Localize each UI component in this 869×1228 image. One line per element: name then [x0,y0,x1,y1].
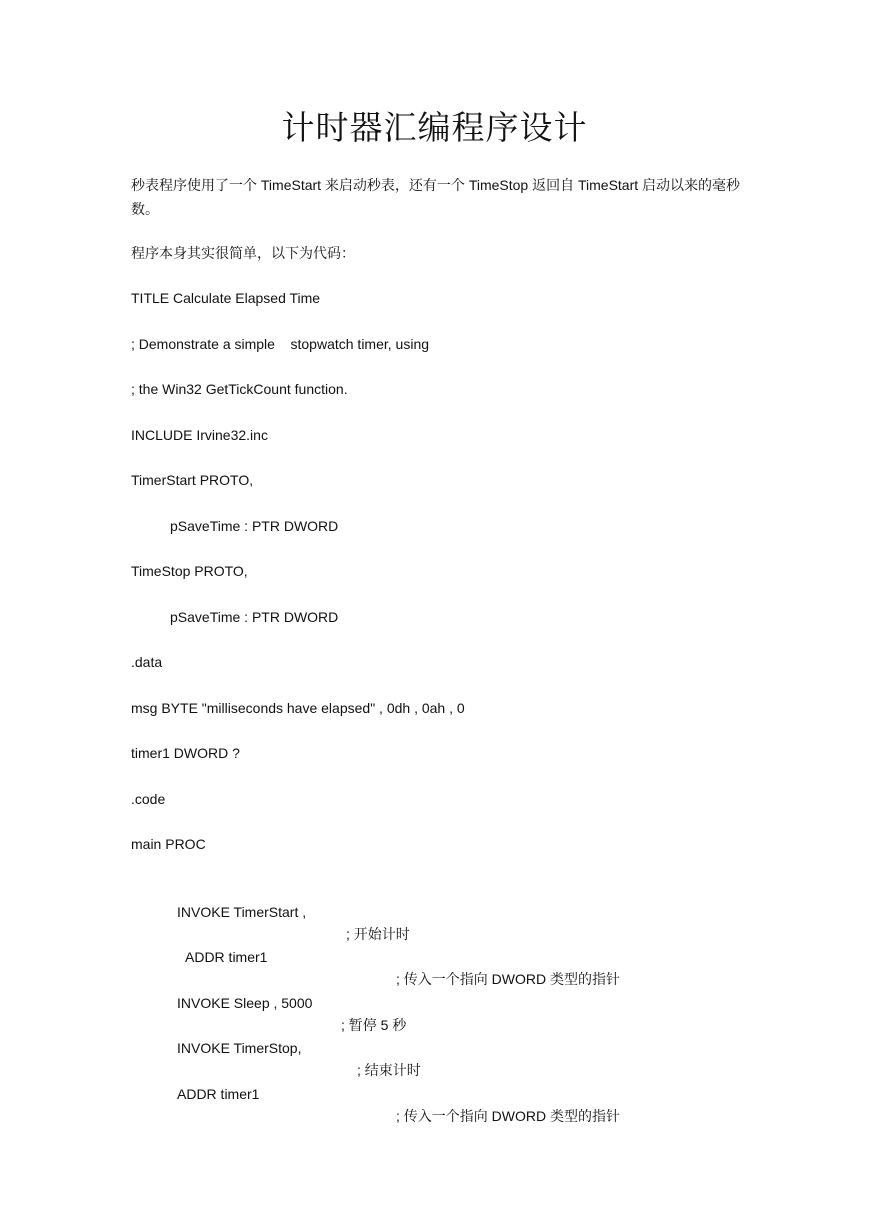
code-comment: ; 传入一个指向 DWORD 类型的指针 [396,1108,620,1124]
code-comment: ; 传入一个指向 DWORD 类型的指针 [396,971,620,987]
code-statement: INVOKE TimerStart , [177,904,307,920]
code-line: ; the Win32 GetTickCount function. [131,381,348,397]
code-line: pSaveTime : PTR DWORD [170,609,339,625]
code-line: msg BYTE "milliseconds have elapsed" , 0dh , 0ah , 0 [131,700,465,716]
document-title: 计时器汇编程序设计 [281,108,588,147]
code-line: TimeStop PROTO, [131,563,248,579]
code-line: TITLE Calculate Elapsed Time [131,290,321,306]
code-comment: ; 开始计时 [346,926,410,942]
code-line: .data [131,654,163,670]
intro-paragraph: 秒表程序使用了一个 TimeStart 来启动秒表，还有一个 TimeStop 返回自 TimeStart 启动以来的毫秒数。 [131,177,741,217]
code-comment: ; 结束计时 [357,1062,421,1078]
code-statement: INVOKE Sleep , 5000 [177,995,313,1011]
code-statement: ADDR timer1 [177,1086,260,1102]
code-line: ; Demonstrate a simple stopwatch timer, using [131,336,430,352]
code-line: .code [131,791,166,807]
code-comment: ; 暂停 5 秒 [341,1017,407,1033]
code-line: pSaveTime : PTR DWORD [170,518,339,534]
intro-paragraph-2: 程序本身其实很简单，以下为代码： [131,245,355,261]
code-statement: ADDR timer1 [185,949,268,965]
code-line: INCLUDE Irvine32.inc [131,427,268,443]
code-statement: INVOKE TimerStop, [177,1040,302,1056]
code-line: main PROC [131,836,206,852]
code-line: timer1 DWORD ? [131,745,240,761]
code-line: TimerStart PROTO, [131,472,254,488]
